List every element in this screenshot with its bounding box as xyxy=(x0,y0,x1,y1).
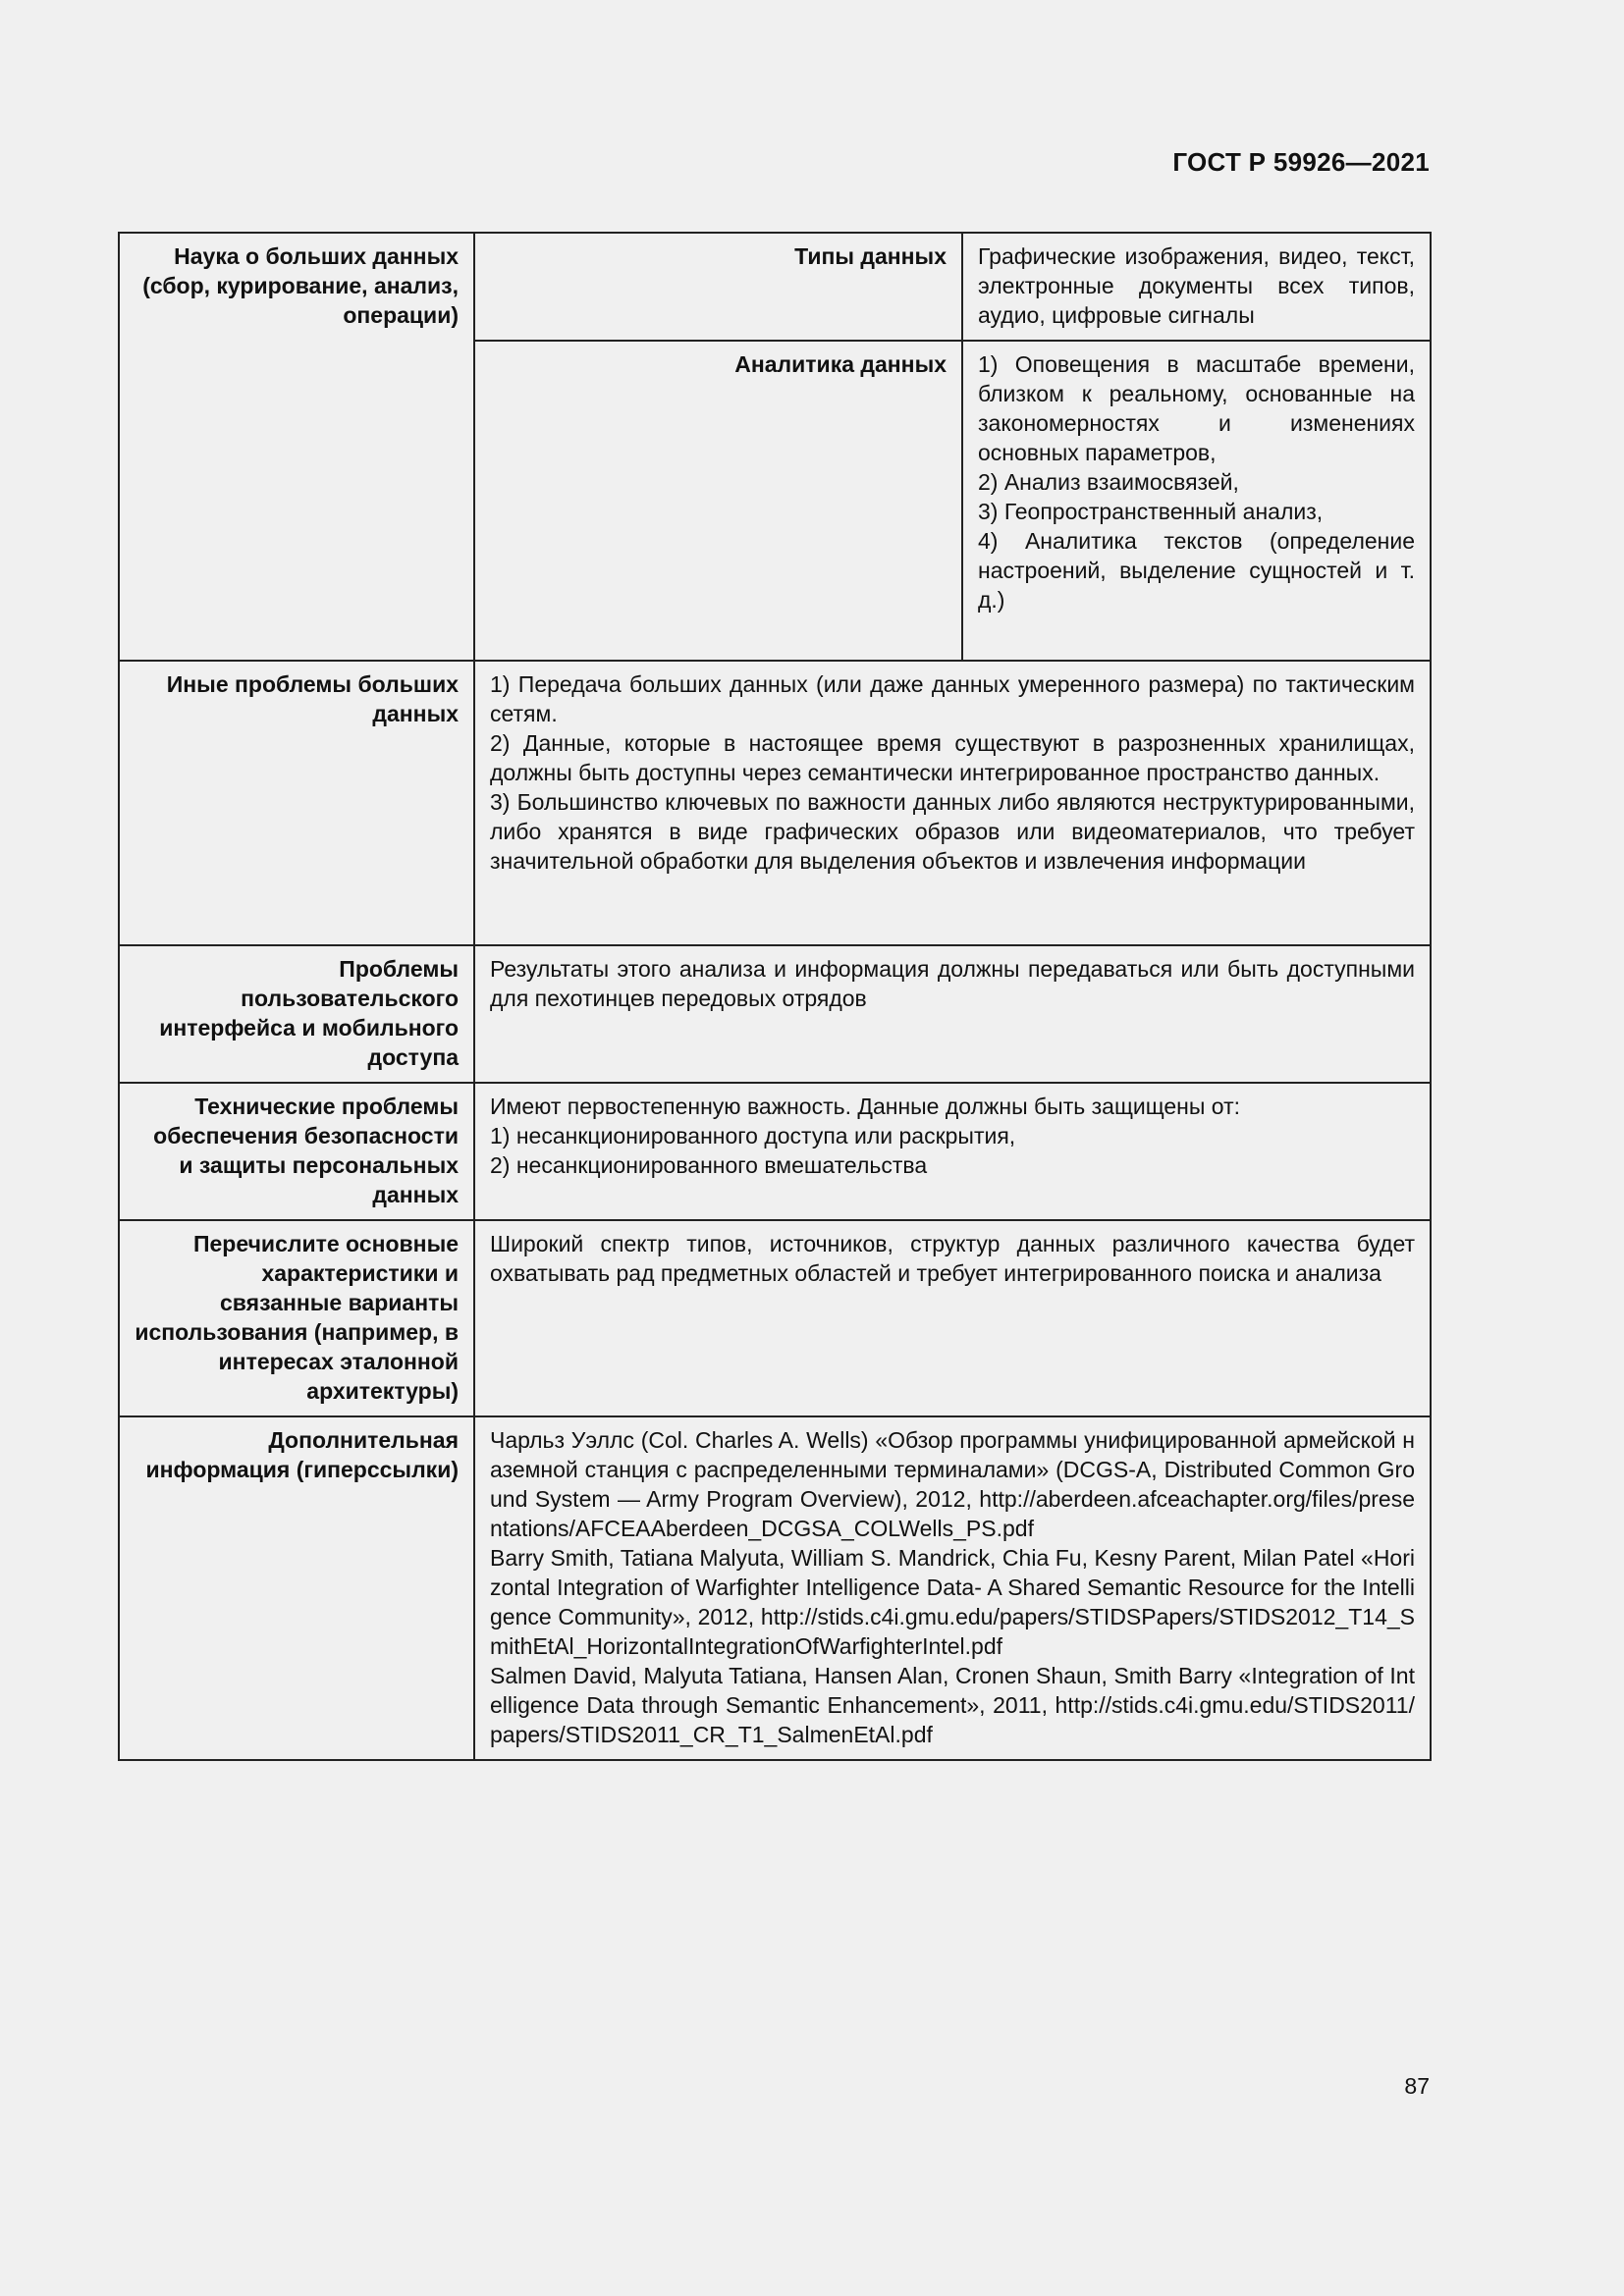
cell-additional-info xyxy=(474,1416,1431,1760)
table-row xyxy=(119,661,1431,945)
use-case-table xyxy=(118,232,1432,1761)
row-label-ui-mobile: Проблемы пользовательского интерфейса и мобильного доступа xyxy=(119,945,474,1083)
row-label-big-data-science: Наука о больших данных (сбор, курирование, анализ, операции) xyxy=(119,233,474,661)
table-row xyxy=(119,1083,1431,1220)
page-number: 87 xyxy=(1404,2073,1430,2099)
document-header: ГОСТ Р 59926—2021 xyxy=(1172,147,1430,177)
row-label-security: Технические проблемы обеспечения безопасности и защиты персональных данных xyxy=(119,1083,474,1220)
reference-item: Чарльз Уэллс (Col. Charles A. Wells) «Обзор программы унифицированной армейской наземной станция с распределенными терминалами» (DCGS-A, Distributed Common Ground System — Army Program Overview), 2012, http://aberdeen.afceachapter.org/files/presentations/AFCEAAberdeen_DCGSA_COLWells_PS.pdf xyxy=(490,1427,1415,1541)
list-item: 2) Анализ взаимосвязей, xyxy=(978,469,1239,495)
table-row xyxy=(119,945,1431,1083)
table-row xyxy=(119,1220,1431,1416)
cell-other-problems xyxy=(474,661,1431,945)
list-item: 2) Данные, которые в настоящее время существуют в разрозненных хранилищах, должны быть доступны через семантически интегрированное пространство данных. xyxy=(490,730,1415,785)
list-item: 1) Передача больших данных (или даже данных умеренного размера) по тактическим сетям. xyxy=(490,671,1415,726)
cell-security xyxy=(474,1083,1431,1220)
list-item: 1) Оповещения в масштабе времени, близком к реальному, основанные на закономерностях и изменениях основных параметров, xyxy=(978,351,1415,465)
list-item: Имеют первостепенную важность. Данные должны быть защищены от: xyxy=(490,1094,1241,1119)
row-label-characteristics: Перечислите основные характеристики и связанные варианты использования (например, в интересах эталонной архитектуры) xyxy=(119,1220,474,1416)
sub-label-data-types: Типы данных xyxy=(474,233,962,341)
list-item: 4) Аналитика текстов (определение настроений, выделение сущностей и т. д.) xyxy=(978,528,1415,613)
list-item: 1) несанкционированного доступа или раскрытия, xyxy=(490,1123,1016,1148)
table-row xyxy=(119,1416,1431,1760)
reference-item: Salmen David, Malyuta Tatiana, Hansen Alan, Cronen Shaun, Smith Barry «Integration of Intelligence Data through Semantic Enhancement», 2011, http://stids.c4i.gmu.edu/STIDS2011/papers/STIDS2011_CR_T1_SalmenEtAl.pdf xyxy=(490,1663,1415,1747)
list-item: 3) Большинство ключевых по важности данных либо являются неструктурированными, либо хранятся в виде графических образов или видеоматериалов, что требует значительной обработки для выделения объектов и извлечения информации xyxy=(490,789,1415,874)
list-item: 2) несанкционированного вмешательства xyxy=(490,1152,928,1178)
cell-ui-mobile: Результаты этого анализа и информация должны передаваться или быть доступными для пехотинцев передовых отрядов xyxy=(474,945,1431,1083)
cell-data-types: Графические изображения, видео, текст, электронные документы всех типов, аудио, цифровые сигналы xyxy=(962,233,1431,341)
cell-characteristics: Широкий спектр типов, источников, структур данных различного качества будет охватывать рад предметных областей и требует интегрированного поиска и анализа xyxy=(474,1220,1431,1416)
row-label-additional-info: Дополнительная информация (гиперссылки) xyxy=(119,1416,474,1760)
cell-data-analytics xyxy=(962,341,1431,661)
row-label-other-problems: Иные проблемы больших данных xyxy=(119,661,474,945)
table-row xyxy=(119,233,1431,341)
reference-item: Barry Smith, Tatiana Malyuta, William S. Mandrick, Chia Fu, Kesny Parent, Milan Patel «Horizontal Integration of Warfighter Intelligence Data- A Shared Semantic Resource for the Intelligence Community», 2012, http://stids.c4i.gmu.edu/papers/STIDSPapers/STIDS2012_T14_SmithEtAl_HorizontalIntegrationOfWarfighterIntel.pdf xyxy=(490,1545,1415,1659)
sub-label-data-analytics: Аналитика данных xyxy=(474,341,962,661)
list-item: 3) Геопространственный анализ, xyxy=(978,499,1324,524)
